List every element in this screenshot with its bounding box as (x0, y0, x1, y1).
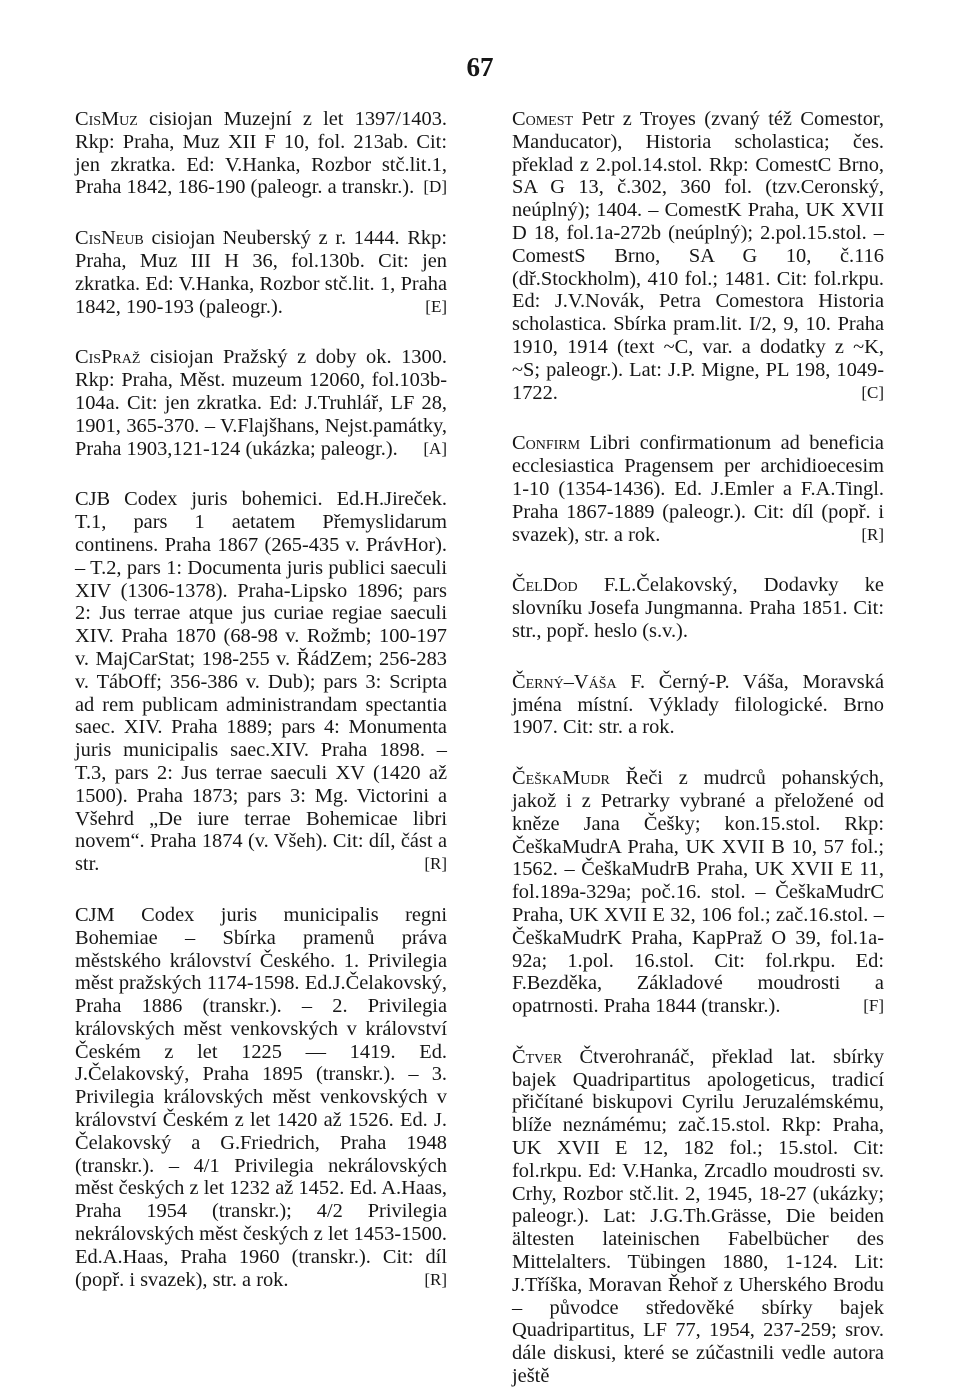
entry-tag: [D] (423, 177, 447, 197)
entry-tag: [R] (861, 524, 884, 544)
entry-siglum: CisMuz (75, 108, 138, 130)
entry-siglum: CisNeub (75, 227, 144, 250)
entry-text: cisiojan Pražský z doby ok. 1300. Rkp: Praha, Měst. muzeum 12060, fol.103b-104a. Cit: jen zkratka. Ed: J.Truhlář, LF 28, 1901, 365-370. – V.Flajšhans, Nejst.památky, Praha 1903,121-124 (ukázka; paleogr.). (75, 346, 447, 460)
entry-text: Petr z Troyes (zvaný též Comestor, Manducator), Historia scholastica; čes. překlad z 2.pol.14.stol. Rkp: ComestC Brno, SA G 13, č.302, 360 fol. (tzv.Ceronský, neúplný); 1404. – ComestK Praha, UK XVII D 18, fol.1a-272b (neúplný); 2.pol.15.stol. – ComestS Brno, SA G 10, č.116 (dř.Stockholm), 410 fol.; 1481. Cit: fol.rkpu. Ed: J.V.Novák, Petra Comestora Historia scholastica. Sbírka pram.lit. I/2, 9, 10. Praha 1910, 1914 (text ~C, var. a dodatky z ~K, ~S; paleogr.). Lat: J.P. Migne, PL 198, 1049-1722. (512, 108, 884, 404)
entry-text: F.L.Čelakovský, Dodavky ke slovníku Josefa Jungmanna. Praha 1851. Cit: str., popř. heslo (s.v.). (512, 574, 884, 642)
entry-tag: [A] (423, 438, 447, 458)
entry-siglum: CJB (75, 488, 111, 511)
entry-tag: [R] (424, 1269, 447, 1289)
entry-tag: [E] (425, 296, 447, 316)
entry-text: cisiojan Neuberský z r. 1444. Rkp: Praha, Muz III H 36, fol.130b. Cit: jen zkratka. Ed: V.Hanka, Rozbor stč.lit. 1, Praha 1842, 190-193 (paleogr.). (75, 227, 447, 318)
entry-ctver (512, 1046, 884, 1388)
entry-text: cisiojan Muzejní z let 1397/1403. Rkp: Praha, Muz XII F 10, fol. 213ab. Cit: jen zkratka. Ed: V.Hanka, Rozbor stč.lit.1, Praha 1842, 186-190 (paleogr. a transkr.). (75, 108, 447, 199)
entry-cjm (75, 904, 447, 1292)
entry-siglum: ČeškaMudr (512, 767, 610, 790)
entry-siglum: Confirm (512, 432, 581, 455)
entry-siglum: CisPraž (75, 346, 141, 369)
entry-tag: [R] (424, 854, 447, 874)
left-column (75, 108, 447, 1319)
entry-siglum: Comest (512, 108, 574, 130)
entry-cisneub (75, 227, 447, 318)
entry-tag: [F] (863, 996, 884, 1016)
entry-siglum: Černý–Váša (512, 670, 617, 693)
entry-text: Libri confirmationum ad beneficia ecclesiastica Pragensem per archidioecesim 1-10 (1354-1436). Ed. J.Emler a F.A.Tingl. Praha 1867-1889 (paleogr.). Cit: díl (popř. i svazek), str. a rok. (512, 432, 884, 546)
entry-ceskamudr (512, 767, 884, 1018)
entry-cispraz (75, 346, 447, 460)
entry-tag: [C] (861, 382, 884, 402)
entry-celdod (512, 574, 884, 642)
entry-cismuz (75, 108, 447, 199)
entry-siglum: ČelDod (512, 574, 578, 597)
page-number: 67 (466, 52, 494, 82)
entry-cerny-vasa (512, 671, 884, 739)
entry-siglum: CJM (75, 903, 115, 926)
entry-text: F. Černý-P. Váša, Moravská jména místní. Výklady filologické. Brno 1907. Cit: str. a rok. (512, 670, 884, 739)
entry-text: Codex juris bohemici. Ed.H.Jireček. T.1, pars 1 aetatem Přemyslidarum continens. Praha 1867 (265-435 v. PrávHor). – T.2, pars 1: Documenta juris publici saeculi XIV (1306-1378). Praha-Lipsko 1896; pars 2: Jus terrae atque jus curiae regiae saeculi XIV. Praha 1870 (68-98 v. Rožmb; 100-197 v. MajCarStat; 198-255 v. ŘádZem; 256-283 v. TábOff; 356-386 v. Dub); pars 3: Scripta ad rem publicam administrandam spectantia saec. XIV. Praha 1889; pars 4: Monumenta juris municipalis saec.XIV. Praha 1898. – T.3, pars 2: Jus terrae saeculi XV (1420 až 1500). Praha 1873; pars 3: Mg. Victorini a Všehrd „De iure terrae Bohemicae libri novem“. Praha 1874 (v. Všeh). Cit: díl, část a str. (75, 488, 447, 876)
entry-text: Řeči z mudrců pohanských, jakož i z Petrarky vybrané a přeložené od kněze Jana Češky; kon.15.stol. Rkp: ČeškaMudrA Praha, UK XVII B 10, 57 fol.; 1562. – ČeškaMudrB Praha, UK XVII E 11, fol.189a-329a; poč.16. stol. – ČeškaMudrC Praha, UK XVII E 32, 106 fol.; zač.16.stol. – ČeškaMudrK Praha, KapPraž O 39, fol.1a-92a; 1.pol. 16.stol. Cit: fol.rkpu. Ed: F.Bezděka, Základové moudrosti a opatrnosti. Praha 1844 (transkr.). (512, 767, 884, 1018)
entry-confirm (512, 432, 884, 546)
entry-text: Codex juris municipalis regni Bohemiae – Sbírka pramenů práva městského království Českého. 1. Privilegia měst pražských 1174-1598. Ed.J.Čelakovský, Praha 1886 (transkr.). – 2. Privilegia královských měst venkovských v království Českém z let 1225 — 1419. Ed. J.Čelakovský, Praha 1895 (transkr.). – 3. Privilegia královských měst venkovských v království Českém z let 1420 až 1526. Ed. J. Čelakovský a G.Friedrich, Praha 1948 (transkr.). – 4/1 Privilegia nekrálovských měst českých z let 1232 až 1452. Ed. A.Haas, Praha 1954 (transkr.); 4/2 Privilegia nekrálovských měst českých z let 1453-1500. Ed.A.Haas, Praha 1960 (transkr.). Cit: díl (popř. i svazek), str. a rok. (75, 903, 447, 1291)
entry-text: Čtverohranáč, překlad lat. sbírky bajek Quadripartitus apologeticus, tradicí přičítané biskupovi Cyrilu Jeruzalémskému, blíže neznámému; zač.15.stol. Rkp: Praha, UK XVII E 12, 182 fol.; 15.stol. Cit: fol.rkpu. Ed: V.Hanka, Zrcadlo moudrosti sv. Crhy, Rozbor stč.lit. 2, 1945, 18-27 (ukázky; paleogr.). Lat: J.G.Th.Grässe, Die beiden ältesten lateinischen Fabelbücher des Mittelalters. Tübingen 1880, 1-124. Lit: J.Tříška, Moravan Řehoř z Uherského Brodu – původce středověké sbírky bajek Quadripartitus, LF 77, 1954, 237-259; srov. dále diskusi, které se zúčastnili vedle autora ještě (512, 1045, 884, 1388)
entry-comest (512, 108, 884, 404)
entry-cjb (75, 488, 447, 876)
entry-siglum: Čtver (512, 1045, 563, 1068)
right-column (512, 108, 884, 1388)
